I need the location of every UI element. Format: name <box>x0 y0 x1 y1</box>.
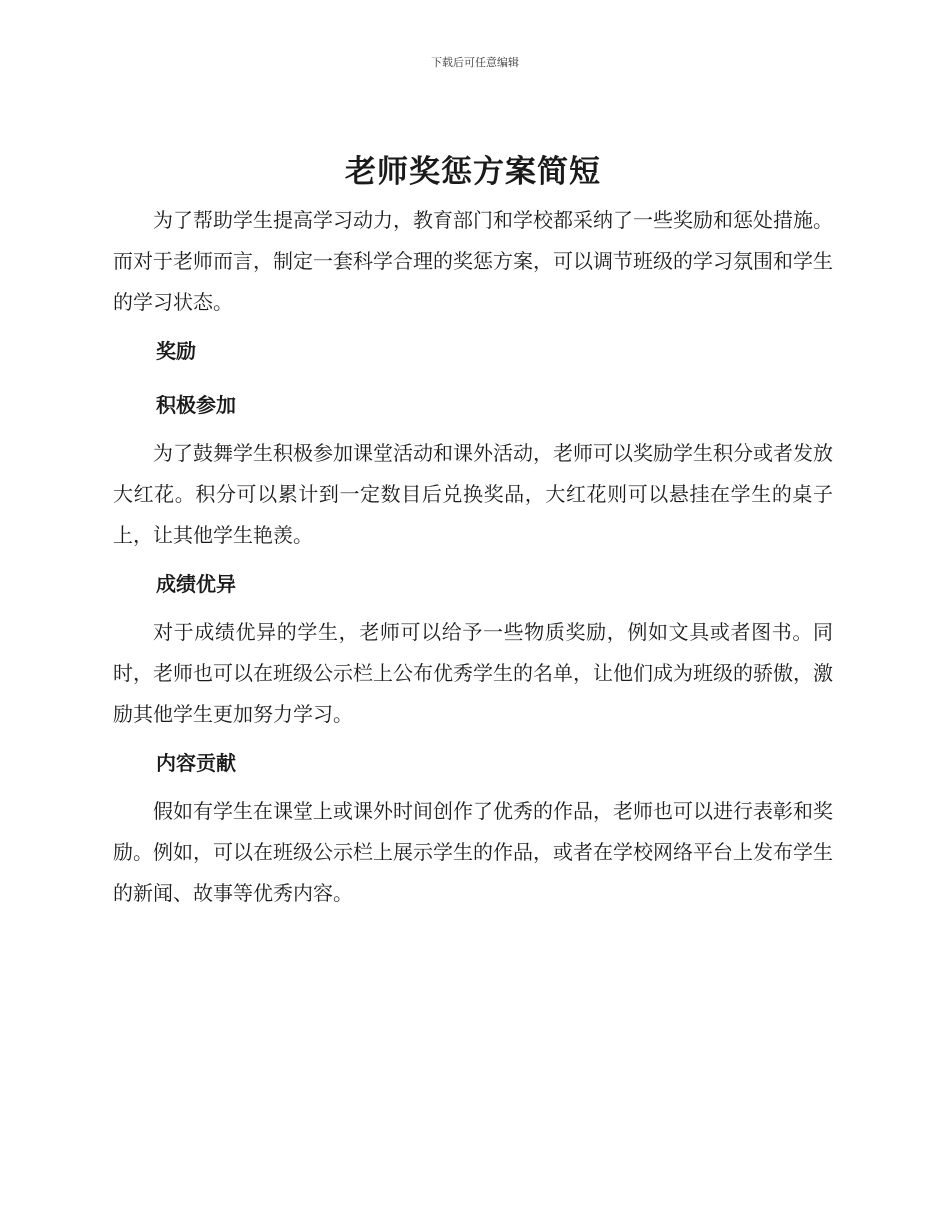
subsection-heading: 积极参加 <box>156 393 236 417</box>
intro-paragraph: 为了帮助学生提高学习动力，教育部门和学校都采纳了一些奖励和惩处措施。而对于老师而言，制定一套科学合理的奖惩方案，可以调节班级的学习氛围和学生的学习状态。 <box>113 208 833 314</box>
document-title: 老师奖惩方案简短 <box>345 154 601 190</box>
subsection-heading: 成绩优异 <box>156 572 236 596</box>
subsection-paragraph: 假如有学生在课堂上或课外时间创作了优秀的作品，老师也可以进行表彰和奖励。例如，可以在班级公示栏上展示学生的作品，或者在学校网络平台上发布学生的新闻、故事等优秀内容。 <box>113 799 833 905</box>
document-body <box>113 150 833 914</box>
subsection-heading: 内容贡献 <box>156 751 236 775</box>
header-note: 下载后可任意编辑 <box>431 56 519 69</box>
section-heading-reward: 奖励 <box>156 339 196 363</box>
subsection-paragraph: 为了鼓舞学生积极参加课堂活动和课外活动，老师可以奖励学生积分或者发放大红花。积分可以累计到一定数目后兑换奖品，大红花则可以悬挂在学生的桌子上，让其他学生艳羡。 <box>113 441 833 547</box>
subsection-paragraph: 对于成绩优异的学生，老师可以给予一些物质奖励，例如文具或者图书。同时，老师也可以在班级公示栏上公布优秀学生的名单，让他们成为班级的骄傲，激励其他学生更加努力学习。 <box>113 620 833 726</box>
